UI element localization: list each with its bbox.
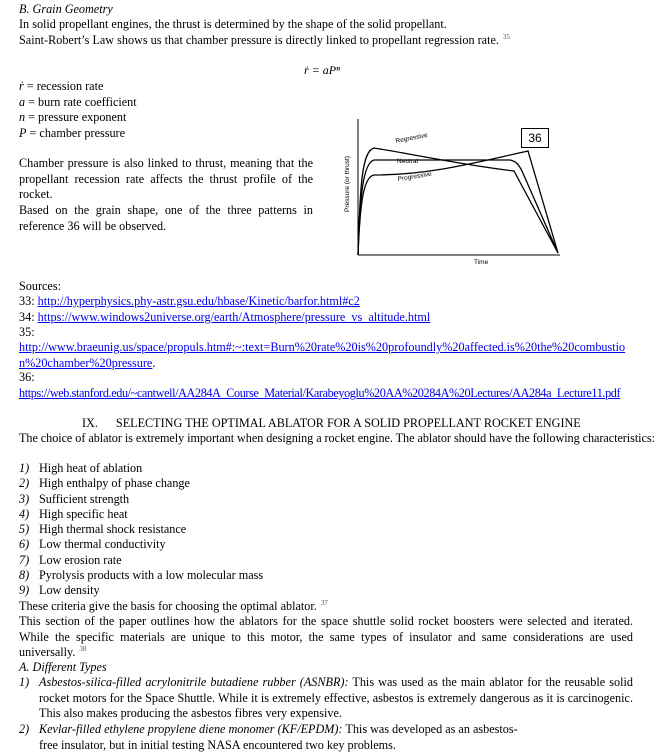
material-description: This was developed as an asbestos-free insulator, but in initial testing NASA encountered two key problems. xyxy=(39,722,518,752)
paragraph: Chamber pressure is also linked to thrust, meaning that the propellant recession rate affects the thrust profile of the rocket. xyxy=(19,156,313,201)
list-number: 6) xyxy=(19,537,30,552)
paragraph xyxy=(19,614,633,663)
definition-text: = recession rate xyxy=(23,79,104,93)
paragraph-text: Saint-Robert’s Law shows us that chamber pressure is directly linked to propellant regression rate. xyxy=(19,33,499,47)
list-number: 8) xyxy=(19,568,30,583)
list-item xyxy=(19,537,263,552)
curve-label-progressive: Progressive xyxy=(397,170,433,183)
curve-progressive xyxy=(358,151,558,255)
list-number: 1) xyxy=(19,461,30,475)
equation: ṙ = aPⁿ xyxy=(304,63,340,77)
list-text: High thermal shock resistance xyxy=(39,522,187,537)
definition-text: = pressure exponent xyxy=(25,110,127,124)
material-description: This was used as the main ablator for the reusable solid rocket motors for the Space Shuttle. While it is extremely effective, asbestos is extremely dangerous as it is carcinogenic. This also makes producing the asbestos fibres very expensive. xyxy=(39,675,633,720)
definition-symbol: P xyxy=(19,125,27,140)
definition-symbol: n xyxy=(19,110,26,124)
source-label: 34: xyxy=(19,310,38,324)
paragraph-text: This section of the paper outlines how the ablators for the space shuttle solid rocket boosters were selected and iterated. While the specific materials are unique to this motor, the same types of insulator and same considerations are used universally. xyxy=(19,614,633,659)
definition-list xyxy=(19,79,137,141)
paragraph: The choice of ablator is extremely important when designing a rocket engine. The ablator should have the following characteristics: xyxy=(19,431,655,445)
definition-text: = chamber pressure xyxy=(26,125,126,140)
source-link[interactable]: http://hyperphysics.phy-astr.gsu.edu/hbase/Kinetic/barfor.html#c2 xyxy=(37,294,360,308)
list-text xyxy=(39,675,633,722)
list-number: 1) xyxy=(19,675,30,689)
section-number: IX. xyxy=(82,416,98,430)
list-item xyxy=(19,583,263,598)
source-label: 33: xyxy=(19,294,38,308)
list-number: 5) xyxy=(19,522,30,537)
source-label: 36: xyxy=(19,370,35,384)
paragraph: Based on the grain shape, one of the three patterns in reference 36 will be observed. xyxy=(19,203,313,233)
list-number: 9) xyxy=(19,583,30,598)
list-item xyxy=(19,722,633,753)
list-text: High heat of ablation xyxy=(39,461,143,475)
list-number: 3) xyxy=(19,491,30,506)
list-text: Low erosion rate xyxy=(39,552,122,567)
source-item xyxy=(19,294,360,310)
list-item xyxy=(19,568,263,583)
definition-item xyxy=(19,110,137,126)
curve-label-regressive: Regressive xyxy=(395,131,429,145)
list-item xyxy=(19,553,263,568)
section-heading-grain-geometry: B. Grain Geometry xyxy=(19,2,113,16)
list-item xyxy=(19,675,633,722)
section-heading-ix xyxy=(82,416,581,432)
list-text xyxy=(39,722,529,753)
material-name: Asbestos-silica-filled acrylonitrile butadiene rubber (ASNBR): xyxy=(39,675,349,689)
list-text: Pyrolysis products with a low molecular mass xyxy=(39,568,264,583)
curve-regressive xyxy=(358,148,558,255)
list-text: Low thermal conductivity xyxy=(39,537,166,552)
definition-symbol: a xyxy=(19,94,26,109)
paragraph: In solid propellant engines, the thrust is determined by the shape of the solid propellant. xyxy=(19,17,447,31)
list-text: Sufficient strength xyxy=(39,491,130,506)
definition-item xyxy=(19,126,137,142)
x-axis-label: Time xyxy=(474,259,489,266)
list-number: 4) xyxy=(19,506,30,521)
definition-symbol: ṙ xyxy=(19,79,24,93)
definition-item xyxy=(19,79,137,95)
source-link[interactable]: https://www.windows2universe.org/earth/Atmosphere/pressure_vs_altitude.html xyxy=(37,310,431,324)
criteria-list xyxy=(19,461,263,599)
list-item xyxy=(19,461,263,476)
source-item xyxy=(19,386,620,402)
source-label: 35: xyxy=(19,325,35,339)
definition-item xyxy=(19,95,137,111)
paragraph xyxy=(19,33,510,51)
list-number: 2) xyxy=(19,722,30,736)
sources-heading: Sources: xyxy=(19,279,61,293)
material-name: Kevlar-filled ethylene propylene diene monomer (KF/EPDM): xyxy=(39,722,343,736)
list-text: Low density xyxy=(39,583,100,598)
curve-label-neutral: Neutral xyxy=(397,158,418,165)
list-number: 2) xyxy=(19,476,30,491)
list-text: High enthalpy of phase change xyxy=(39,476,190,491)
list-item xyxy=(19,522,263,537)
list-item xyxy=(19,492,263,507)
y-axis-label: Pressure (or thrust) xyxy=(344,156,351,212)
source-tail: . xyxy=(152,355,156,370)
figure-reference-box: 36 xyxy=(521,128,549,148)
definition-text: = burn rate coefficient xyxy=(25,94,137,109)
source-link[interactable]: http://www.braeunig.us/space/propuls.htm#:~:text=Burn%20rate%20is%20profoundly%20affected.is%20the%20combustion%20chamber%20pressure xyxy=(19,340,626,370)
citation-ref: 35 xyxy=(502,33,510,41)
citation-ref: 37 xyxy=(320,599,328,607)
citation-ref: 38 xyxy=(79,645,87,653)
list-item xyxy=(19,476,263,491)
section-title: SELECTING THE OPTIMAL ABLATOR FOR A SOLID PROPELLANT ROCKET ENGINE xyxy=(115,416,581,430)
paragraph-text: These criteria give the basis for choosing the optimal ablator. xyxy=(19,599,317,613)
source-item xyxy=(19,310,430,326)
section-heading-different-types: A. Different Types xyxy=(19,660,107,674)
list-text: High specific heat xyxy=(39,506,128,521)
source-link[interactable]: https://web.stanford.edu/~cantwell/AA284A_Course_Material/Karabeyoglu%20AA%20284A%20Lectures/AA284a_Lecture11.pdf xyxy=(19,386,621,400)
list-number: 7) xyxy=(19,552,30,567)
source-item xyxy=(19,340,633,371)
list-item xyxy=(19,507,263,522)
